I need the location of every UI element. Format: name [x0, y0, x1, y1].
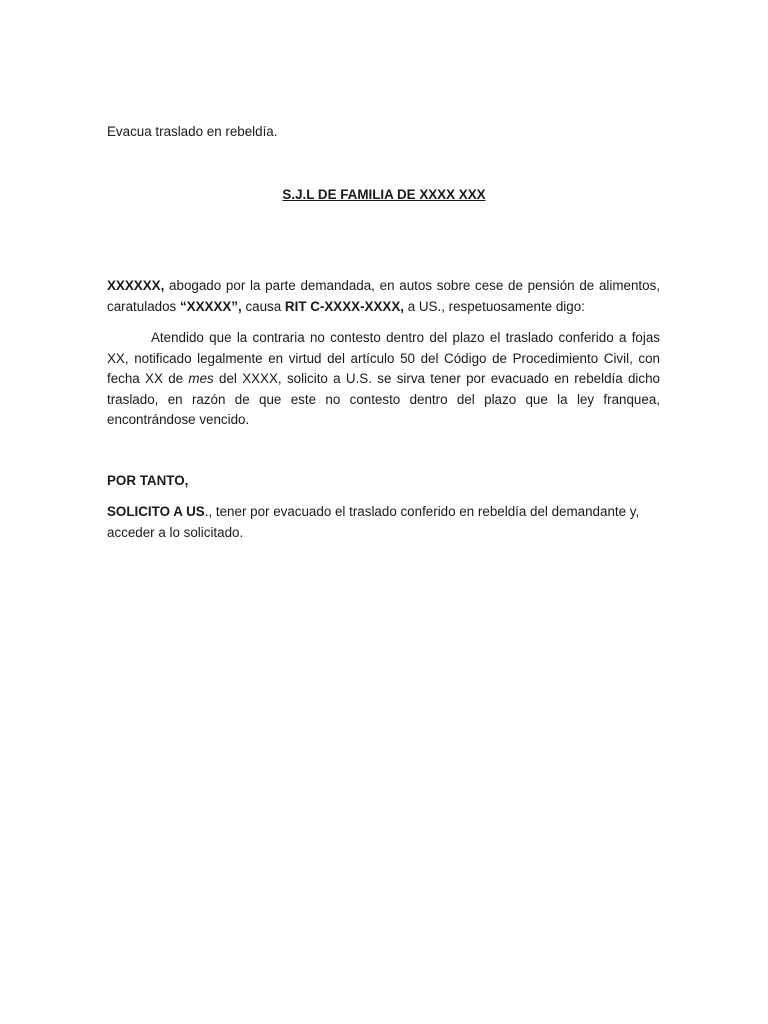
- intro-text-1: abogado por la parte demandada, en autos sobre cese de pensión de alimentos,: [164, 278, 660, 293]
- body-line-3-a: fecha XX de: [107, 371, 189, 386]
- body-line-3: [107, 369, 660, 390]
- body-month: mes: [188, 371, 214, 386]
- body-line-3-b: del XXXX, solicito a U.S. se sirva tener por evacuado en rebeldía dicho: [213, 371, 660, 386]
- solicito-line-1: [107, 502, 660, 523]
- rit-number: RIT C-XXXX-XXXX,: [284, 298, 404, 314]
- body-line-4: traslado, en razón de que este no contesto dentro del plazo que la ley franquea,: [107, 391, 660, 407]
- intro-line-2: [107, 297, 660, 318]
- intro-line-1: [107, 276, 660, 297]
- body-paragraph: [107, 328, 660, 431]
- document-summary: Evacua traslado en rebeldía.: [107, 124, 278, 139]
- body-line-2: XX, notificado legalmente en virtud del artículo 50 del Código de Procedimiento Civil, con: [107, 350, 660, 366]
- intro-paragraph: [107, 276, 660, 317]
- por-tanto-label: POR TANTO,: [107, 473, 189, 488]
- intro-text-3: causa: [241, 298, 285, 314]
- solicito-paragraph: [107, 502, 660, 543]
- case-title: “XXXXX”,: [179, 298, 242, 314]
- solicito-line-2: acceder a lo solicitado.: [107, 524, 244, 540]
- body-line-5: encontrándose vencido.: [107, 412, 250, 427]
- solicito-text-1: ., tener por evacuado el traslado conferido en rebeldía del demandante y,: [204, 504, 640, 519]
- court-heading: S.J.L DE FAMILIA DE XXXX XXX: [282, 187, 486, 202]
- por-tanto-paragraph: [107, 471, 660, 492]
- solicito-label: SOLICITO A US: [107, 504, 205, 519]
- intro-text-2: caratulados: [107, 298, 180, 314]
- body-line-1: Atendido que la contraria no contesto dentro del plazo el traslado conferido a fojas: [151, 330, 660, 345]
- intro-text-4: a US., respetuosamente digo:: [403, 298, 585, 314]
- party-name: XXXXXX,: [107, 278, 165, 293]
